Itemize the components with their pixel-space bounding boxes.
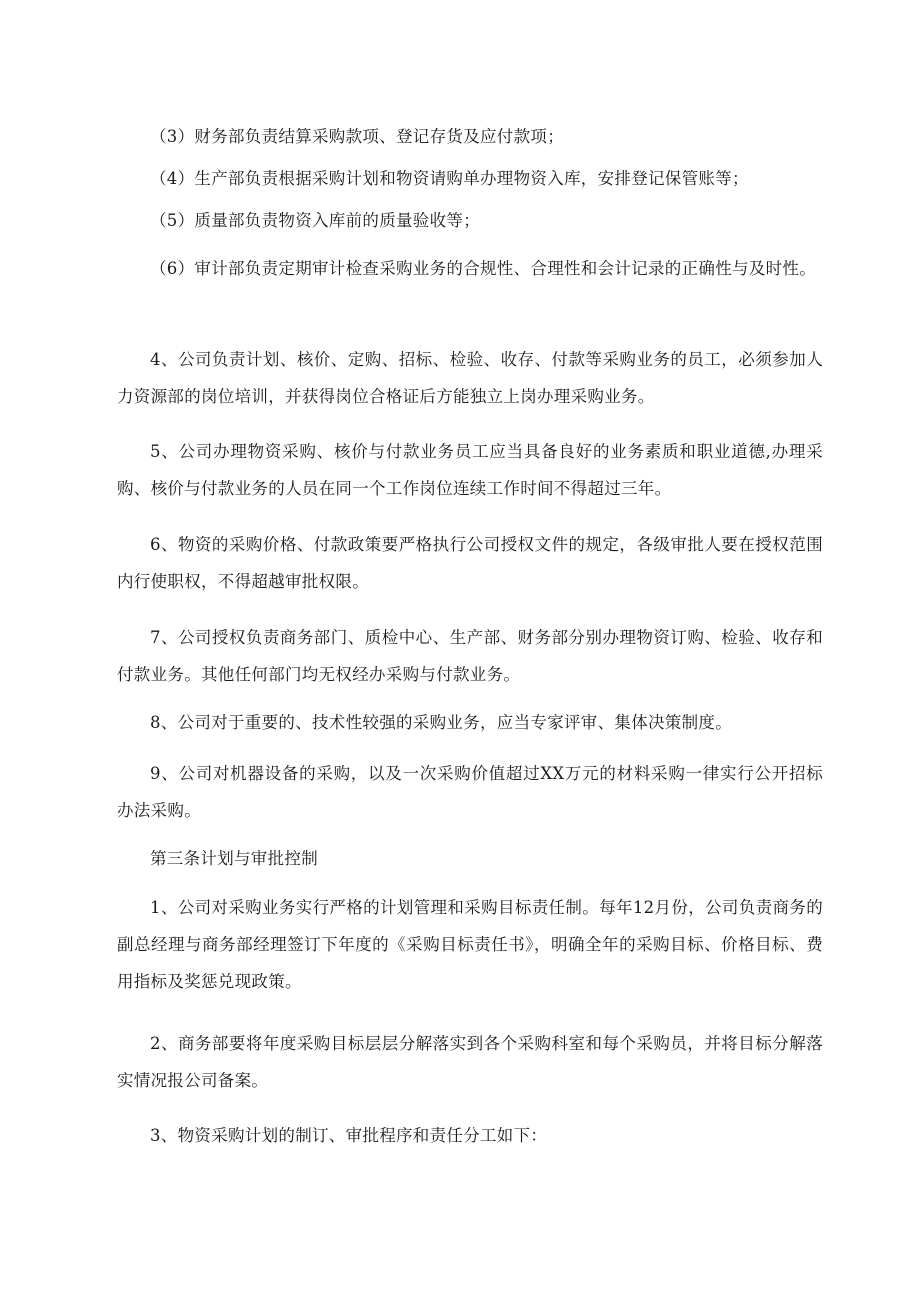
paragraph-article3-item-1: 1、公司对采购业务实行严格的计划管理和采购目标责任制。每年12月份，公司负责商务的副总经理与商务部经理签订下年度的《采购目标责任书》，明确全年的采购目标、价格目标、费用指标及奖惩兑现政策。: [117, 898, 823, 991]
paragraph-production-duty: （4）生产部负责根据采购计划和物资请购单办理物资入库，安排登记保管账等；: [150, 169, 749, 188]
paragraph-item-6: 6、物资的采购价格、付款政策要严格执行公司授权文件的规定，各级审批人要在授权范围内行使职权，不得超越审批权限。: [117, 535, 823, 591]
paragraph-quality-duty: （5）质量部负责物资入库前的质量验收等；: [150, 211, 480, 230]
paragraph-item-5: 5、公司办理物资采购、核价与付款业务员工应当具备良好的业务素质和职业道德,办理采购、核价与付款业务的人员在同一个工作岗位连续工作时间不得超过三年。: [117, 442, 823, 498]
paragraph-item-4: 4、公司负责计划、核价、定购、招标、检验、收存、付款等采购业务的员工，必须参加人力资源部的岗位培训，并获得岗位合格证后方能独立上岗办理采购业务。: [117, 350, 823, 406]
paragraph-item-9: 9、公司对机器设备的采购，以及一次采购价值超过XX万元的材料采购一律实行公开招标办法采购。: [117, 764, 823, 820]
paragraph-item-7: 7、公司授权负责商务部门、质检中心、生产部、财务部分别办理物资订购、检验、收存和付款业务。其他任何部门均无权经办采购与付款业务。: [117, 628, 823, 684]
paragraph-article3-item-3: 3、物资采购计划的制订、审批程序和责任分工如下：: [150, 1126, 548, 1145]
paragraph-audit-duty: （6）审计部负责定期审计检查采购业务的合规性、合理性和会计记录的正确性与及时性。: [150, 259, 816, 278]
paragraph-finance-duty: （3）财务部负责结算采购款项、登记存货及应付款项；: [150, 127, 564, 146]
paragraph-article3-item-2: 2、商务部要将年度采购目标层层分解落实到各个采购科室和每个采购员，并将目标分解落实情况报公司备案。: [117, 1034, 823, 1090]
section-heading-article-3: 第三条计划与审批控制: [150, 849, 318, 868]
paragraph-item-8: 8、公司对于重要的、技术性较强的采购业务，应当专家评审、集体决策制度。: [150, 713, 732, 732]
